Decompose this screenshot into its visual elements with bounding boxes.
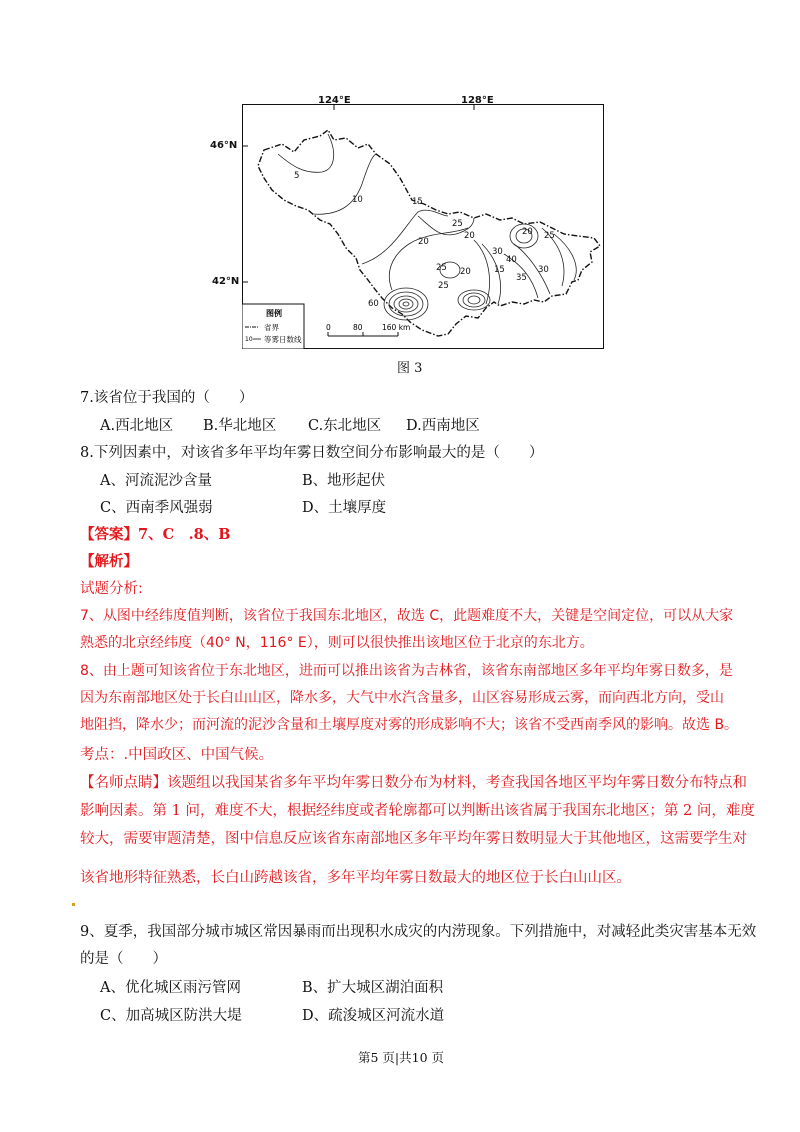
q9-stem-line-2: 的是（ ） — [80, 951, 167, 967]
q8-option-c[interactable]: C、西南季风强弱 — [100, 500, 213, 516]
tips-line-3: 较大，需要审题清楚，图中信息反应该省东南部地区多年平均年雾日数明显大于其他地区，这需要学生对 — [80, 831, 747, 847]
contour-label: 20 — [418, 237, 429, 247]
contour-label: 25 — [544, 231, 555, 241]
legend-item-boundary: 省界 — [264, 323, 279, 332]
analysis-heading: 【解析】 — [80, 553, 138, 570]
lat-label-42: 42°N — [212, 276, 240, 287]
q9-option-b[interactable]: B、扩大城区湖泊面积 — [302, 980, 444, 996]
contour-label: 15 — [412, 197, 423, 207]
tips-line-1: 【名师点睛】该题组以我国某省多年平均年雾日数分布为材料，考查我国各地区平均年雾日数分布特点和 — [80, 775, 747, 791]
q7-option-a[interactable]: A.西北地区 — [100, 418, 174, 434]
analysis-8-line-1: 8、由上题可知该省位于东北地区，进而可以推出该省为吉林省，该省东南部地区多年平均年雾日数多，是 — [80, 663, 733, 679]
page-footer: 第5 页|共10 页 — [358, 1050, 445, 1065]
contour-cluster-60 — [384, 288, 428, 320]
contour-label: 35 — [516, 273, 527, 283]
contour-label: 10 — [352, 195, 363, 205]
contour-label: 20 — [522, 227, 533, 237]
q8-option-a[interactable]: A、河流泥沙含量 — [100, 473, 212, 489]
lon-label-128: 128°E — [461, 95, 494, 106]
analysis-7-line-2: 熟悉的北京经纬度（40° N，116° E），则可以很快推出该地区位于北京的东北方。 — [80, 635, 594, 651]
q8-option-b[interactable]: B、地形起伏 — [302, 473, 386, 489]
kaodian-line: 考点：.中国政区、中国气候。 — [80, 747, 274, 763]
contour-label: 20 — [460, 267, 471, 277]
contour-label: 15 — [494, 265, 505, 275]
contour-25b — [554, 234, 576, 280]
scale-label-0: 0 — [326, 323, 331, 332]
contour-label: 40 — [506, 255, 517, 265]
scale-label-80: 80 — [353, 323, 363, 332]
map-drawing — [242, 104, 604, 349]
contour-label: 30 — [492, 247, 503, 257]
legend-item-contour: 等雾日数线 — [264, 335, 302, 344]
q9-stem-line-1: 9、夏季，我国部分城市城区常因暴雨而出现积水成灾的内涝现象。下列措施中，对减轻此类灾害基本无效 — [80, 924, 757, 940]
legend-title: 图例 — [266, 309, 282, 318]
analysis-label: 试题分析: — [80, 581, 143, 597]
contour-label: 20 — [464, 231, 475, 241]
answer-line: 【答案】7、C .8、B — [80, 526, 231, 543]
stray-dot — [72, 903, 75, 906]
contour-label: 25 — [436, 263, 447, 273]
lat-label-46: 46°N — [210, 140, 238, 151]
contour-label: 5 — [294, 171, 300, 181]
q7-stem: 7.该省位于我国的（ ） — [80, 390, 254, 406]
q8-stem: 8.下列因素中，对该省多年平均年雾日数空间分布影响最大的是（ ） — [80, 445, 544, 461]
q7-option-d[interactable]: D.西南地区 — [406, 418, 480, 434]
q9-option-d[interactable]: D、疏浚城区河流水道 — [302, 1008, 445, 1024]
contour-label: 25 — [438, 281, 449, 291]
q9-option-c[interactable]: C、加高城区防洪大堤 — [100, 1008, 242, 1024]
analysis-8-line-2: 因为东南部地区处于长白山山区，降水多，大气中水汽含量多，山区容易形成云雾，而向西北方向，受山 — [80, 690, 724, 706]
contour-cluster-se — [458, 290, 490, 310]
contour-label: 25 — [452, 219, 463, 229]
tips-line-4: 该省地形特征熟悉，长白山跨越该省，多年平均年雾日数最大的地区位于长白山山区。 — [80, 870, 631, 886]
q7-option-b[interactable]: B.华北地区 — [203, 418, 277, 434]
q7-option-c[interactable]: C.东北地区 — [308, 418, 382, 434]
contour-label: 60 — [368, 299, 379, 309]
legend-contour-sample: 10 — [245, 336, 253, 343]
q8-option-d[interactable]: D、土壤厚度 — [302, 500, 387, 516]
contour-15 — [362, 210, 448, 264]
lon-label-124: 124°E — [318, 95, 351, 106]
q9-option-a[interactable]: A、优化城区雨污管网 — [100, 980, 241, 996]
contour-10 — [312, 154, 376, 214]
figure-caption: 图 3 — [397, 361, 423, 376]
scale-label-160: 160 km — [382, 323, 411, 332]
analysis-8-line-3: 地阻挡，降水少；而河流的泥沙含量和土壤厚度对雾的形成影响不大；该省不受西南季风的影响。故选 B。 — [80, 717, 739, 733]
contour-label: 30 — [538, 265, 549, 275]
analysis-7-line-1: 7、从图中经纬度值判断，该省位于我国东北地区，故选 C，此题难度不大，关键是空间定位，可以从大家 — [80, 608, 734, 624]
tips-line-2: 影响因素。第 1 问，难度不大，根据经纬度或者轮廓都可以判断出该省属于我国东北地区；第 2 问，难度 — [80, 803, 755, 819]
